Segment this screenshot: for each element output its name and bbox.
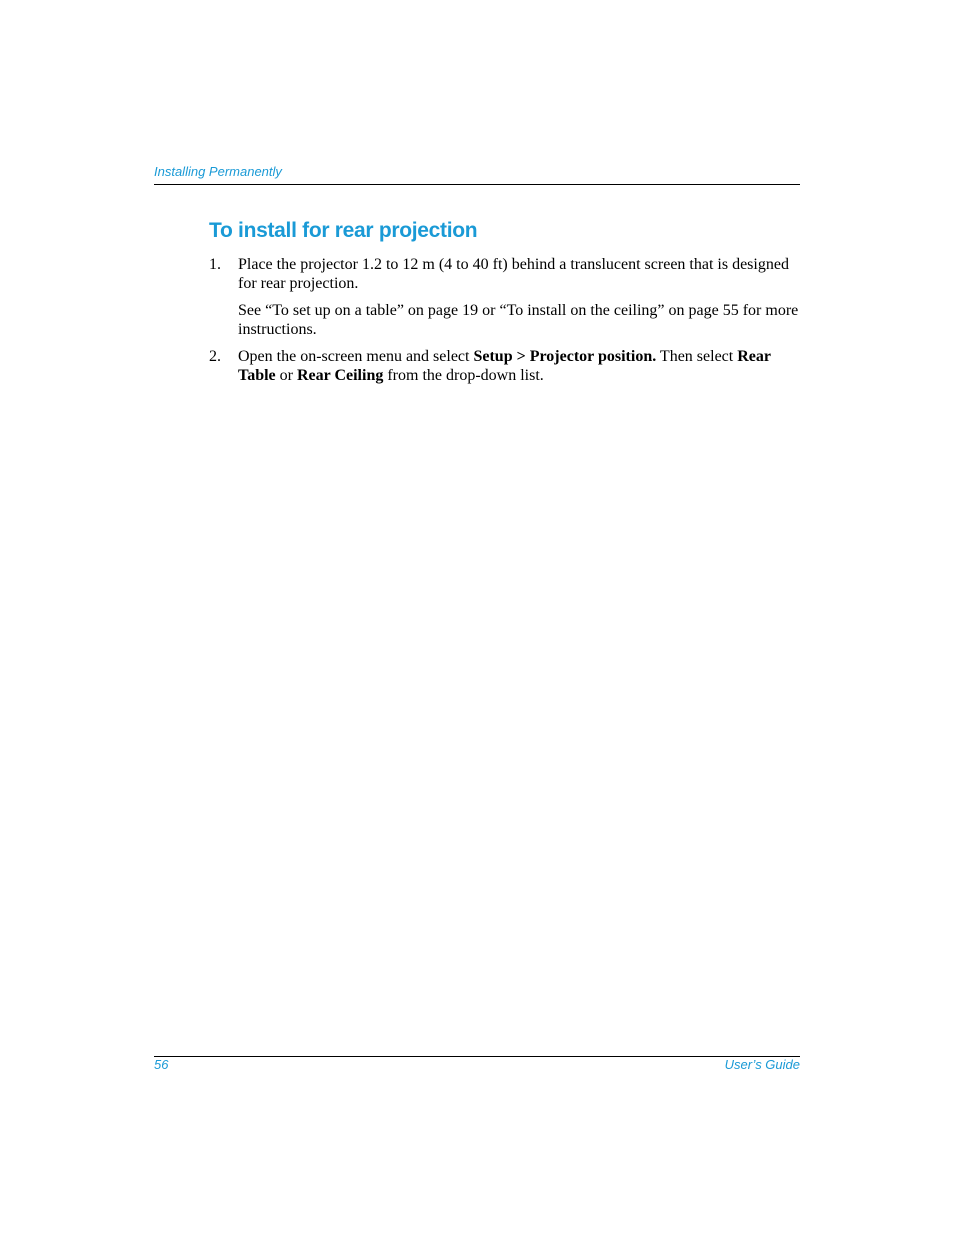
footer-rule [154,1056,800,1057]
menu-path: Setup > Projector position. [473,348,657,365]
text-run: from the drop-down list. [383,366,544,384]
step-number: 2. [209,348,221,365]
step-text: Place the projector 1.2 to 12 m (4 to 40 ft) behind a translucent screen that is designed for rear projection. [238,256,789,292]
step-number: 1. [209,256,221,273]
text-run: Open the on-screen menu and select [238,348,474,365]
option-rear-ceiling: Rear Ceiling [296,366,384,384]
section-heading: To install for rear projection [209,219,478,242]
step-2 [209,348,801,385]
step-1 [209,256,801,339]
text-run: Then select [656,348,738,365]
option-rear-table: Rear Table [238,348,771,384]
guide-title: User’s Guide [724,1057,800,1072]
step-text [238,348,801,385]
page-number: 56 [154,1057,169,1072]
text-run: or [275,366,297,384]
running-header: Installing Permanently [154,164,282,179]
header-rule [154,184,800,185]
steps-list [209,256,801,385]
step-note: See “To set up on a table” on page 19 or “To install on the ceiling” on page 55 for more instructions. [238,302,799,338]
